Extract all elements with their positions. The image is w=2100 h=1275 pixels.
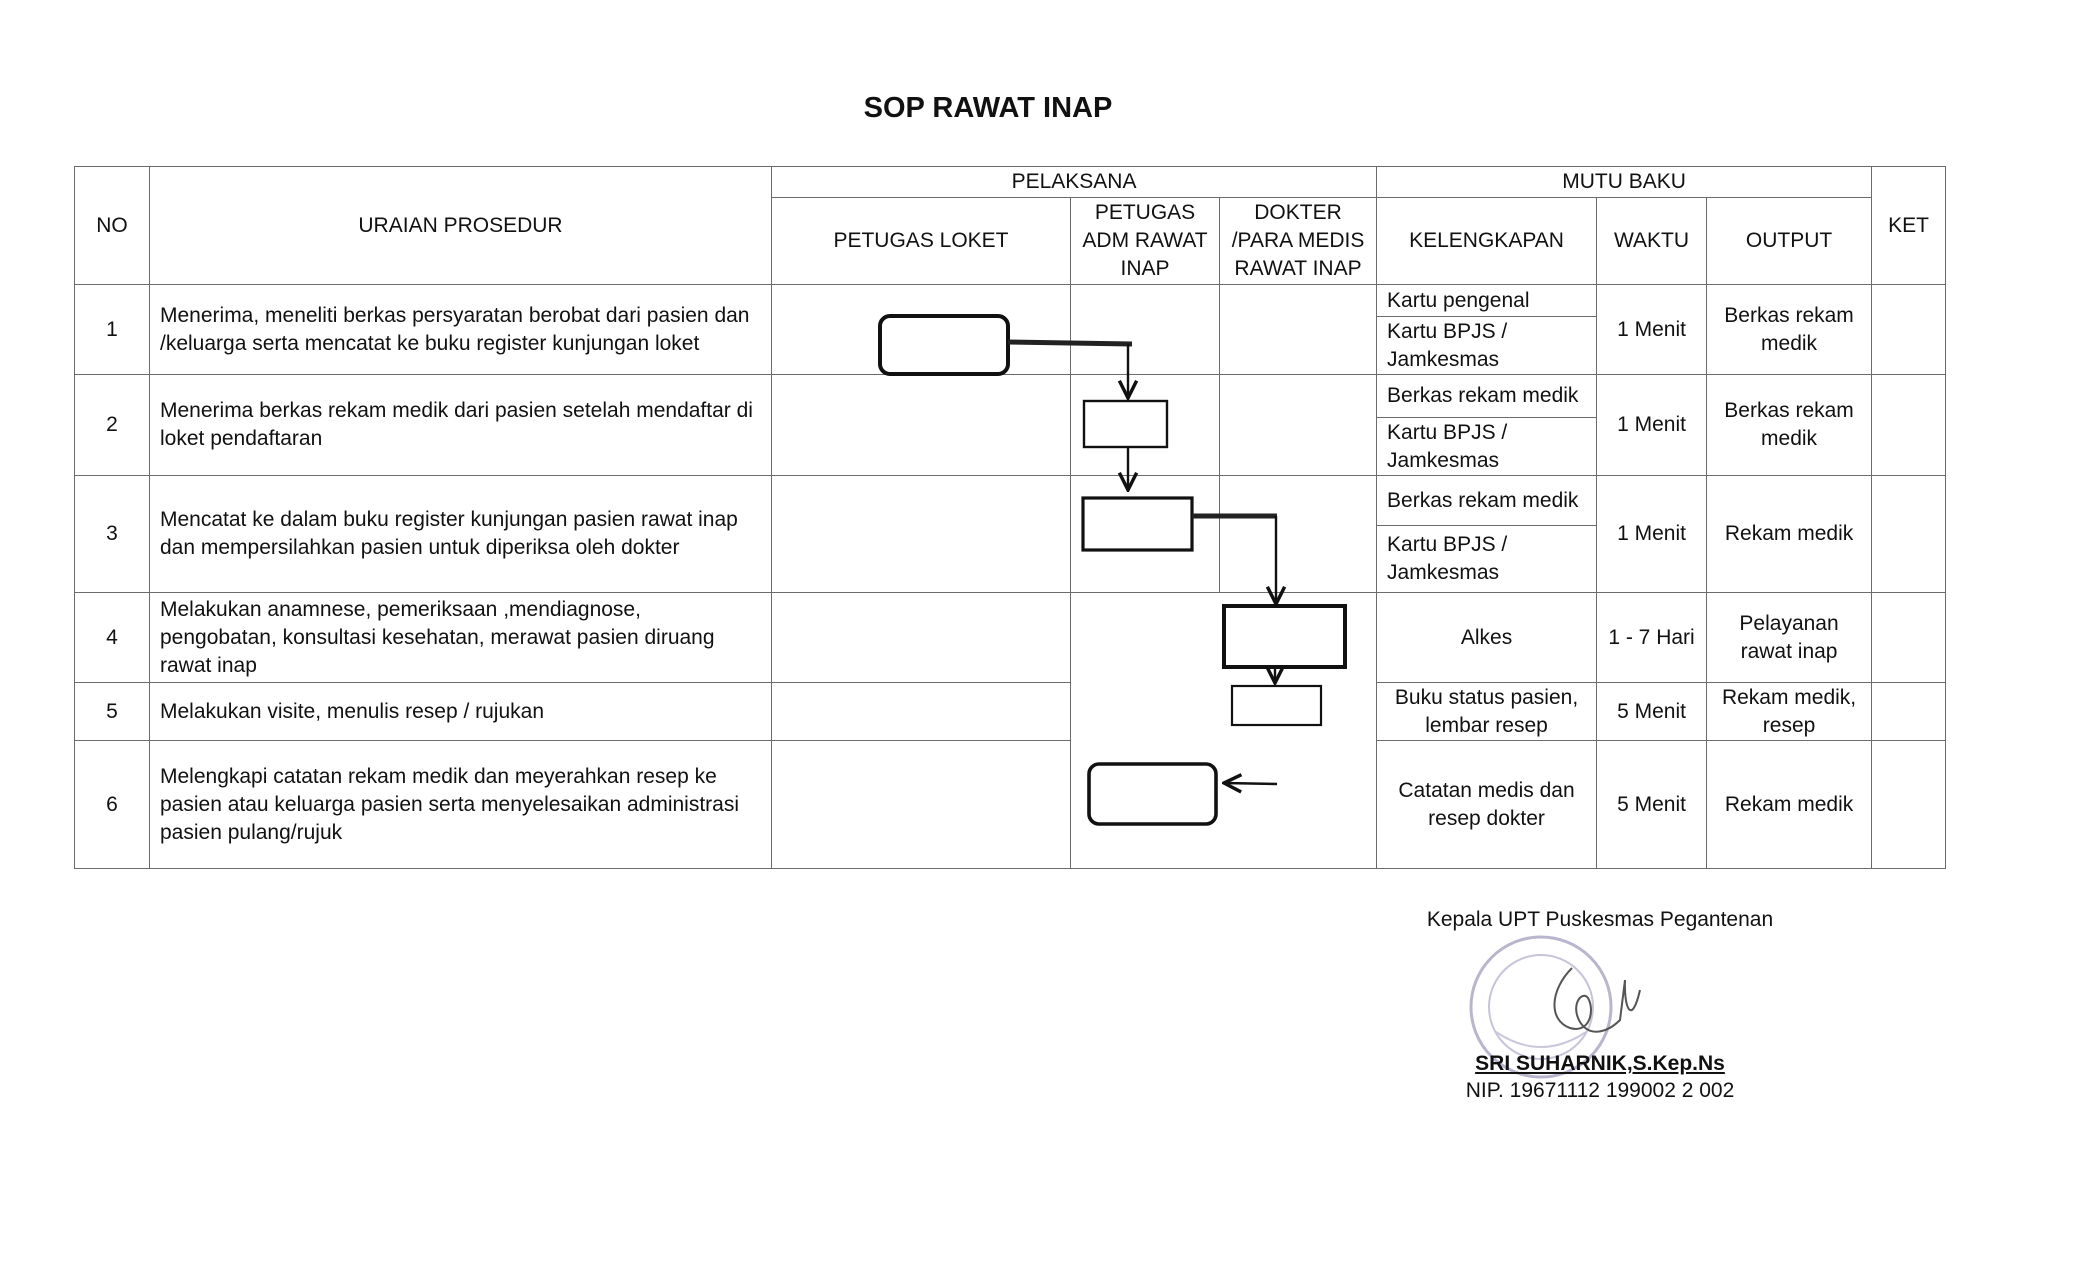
header-kelengkapan: KELENGKAPAN [1377,198,1597,285]
row-1-uraian: Menerima, meneliti berkas persyaratan berobat dari pasien dan /keluarga serta mencatat ke buku register kunjungan loket [150,285,772,375]
header-no: NO [75,167,150,285]
signature-position: Kepala UPT Puskesmas Pegantenan [1426,908,1774,931]
row-2-loket [772,375,1071,476]
header-dokter: DOKTER /PARA MEDIS RAWAT INAP [1220,198,1377,285]
signature-scribble [1540,950,1650,1060]
row-4-kelengkapan: Alkes [1377,593,1597,683]
row-5-output: Rekam medik, resep [1707,683,1872,741]
row-1-ket [1872,285,1946,375]
header-petugas-loket: PETUGAS LOKET [772,198,1071,285]
row-4-output: Pelayanan rawat inap [1707,593,1872,683]
row-3-waktu: 1 Menit [1597,476,1707,593]
header-petugas-adm: PETUGAS ADM RAWAT INAP [1071,198,1220,285]
row-2-no: 2 [75,375,150,476]
row-2-kelengkapan-1: Berkas rekam medik [1377,375,1597,418]
sop-table [74,166,1946,869]
row-6-kelengkapan: Catatan medis dan resep dokter [1377,741,1597,869]
row-1-loket [772,285,1071,375]
row-5-waktu: 5 Menit [1597,683,1707,741]
row-6-uraian: Melengkapi catatan rekam medik dan meyerahkan resep ke pasien atau keluarga pasien serta menyelesaikan administrasi pasien pulang/rujuk [150,741,772,869]
row-4-no: 4 [75,593,150,683]
row-2-output: Berkas rekam medik [1707,375,1872,476]
header-ket: KET [1872,167,1946,285]
row-2-uraian: Menerima berkas rekam medik dari pasien setelah mendaftar di loket pendaftaran [150,375,772,476]
row-5-loket [772,683,1071,741]
header-mutu-baku: MUTU BAKU [1377,167,1872,198]
row-1-kelengkapan-2: Kartu BPJS / Jamkesmas [1377,317,1597,375]
row-1-output: Berkas rekam medik [1707,285,1872,375]
header-output: OUTPUT [1707,198,1872,285]
row-5-no: 5 [75,683,150,741]
row-3-no: 3 [75,476,150,593]
row-4-uraian: Melakukan anamnese, pemeriksaan ,mendiagnose, pengobatan, konsultasi kesehatan, merawat pasien diruang rawat inap [150,593,772,683]
row-2-waktu: 1 Menit [1597,375,1707,476]
row-4-waktu: 1 - 7 Hari [1597,593,1707,683]
row-6-loket [772,741,1071,869]
row-3-ket [1872,476,1946,593]
row-6-waktu: 5 Menit [1597,741,1707,869]
row-3-kelengkapan-1: Berkas rekam medik [1377,476,1597,526]
row-5-kelengkapan: Buku status pasien, lembar resep [1377,683,1597,741]
row-3-loket [772,476,1071,593]
signature-nip: NIP. 19671112 199002 2 002 [1465,1079,1735,1102]
row-4-ket [1872,593,1946,683]
row-1-adm [1071,285,1220,375]
row-3-dokter [1220,476,1377,593]
row-6-ket [1872,741,1946,869]
row-3-kelengkapan-2: Kartu BPJS / Jamkesmas [1377,526,1597,593]
row-3-adm [1071,476,1220,593]
header-waktu: WAKTU [1597,198,1707,285]
row-1-waktu: 1 Menit [1597,285,1707,375]
row-6-no: 6 [75,741,150,869]
row-2-ket [1872,375,1946,476]
signature-name: SRI SUHARNIK,S.Kep.Ns [1475,1052,1725,1075]
page-title: SOP RAWAT INAP [863,92,1113,124]
row-3-uraian: Mencatat ke dalam buku register kunjungan pasien rawat inap dan mempersilahkan pasien untuk diperiksa oleh dokter [150,476,772,593]
row-4-6-adm-dokter [1071,593,1377,869]
row-2-kelengkapan-2: Kartu BPJS / Jamkesmas [1377,418,1597,476]
row-1-no: 1 [75,285,150,375]
row-1-dokter [1220,285,1377,375]
row-4-loket [772,593,1071,683]
row-2-dokter [1220,375,1377,476]
header-uraian: URAIAN PROSEDUR [150,167,772,285]
row-6-output: Rekam medik [1707,741,1872,869]
row-1-kelengkapan-1: Kartu pengenal [1377,285,1597,317]
row-5-uraian: Melakukan visite, menulis resep / rujukan [150,683,772,741]
row-5-ket [1872,683,1946,741]
header-pelaksana: PELAKSANA [772,167,1377,198]
row-2-adm [1071,375,1220,476]
row-3-output: Rekam medik [1707,476,1872,593]
